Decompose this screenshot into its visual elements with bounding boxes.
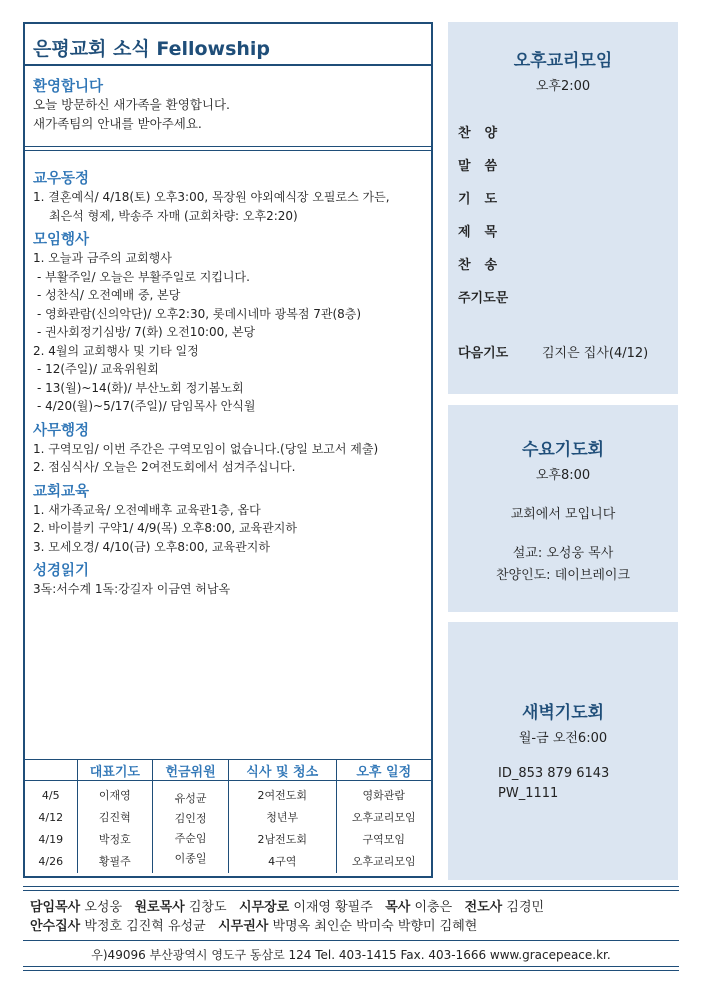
news-line: 2. 바이블키 구약1/ 4/9(목) 오후8:00, 교육관지하 (33, 521, 297, 535)
news-line: 3독:서수계 1독:강길자 이금연 허남옥 (33, 582, 231, 596)
title-bar (25, 24, 431, 66)
staff-names: 박정호 김진혁 유성균 (84, 919, 206, 934)
staff-role: 원로목사 (134, 900, 185, 915)
table-cell: 이재영 (98, 789, 131, 802)
wednesday-worship: 찬양인도: 데이브레이크 (495, 568, 631, 583)
news-line: - 권사회정기심방/ 7(화) 오전10:00, 본당 (37, 325, 256, 339)
admin-heading: 사무행정 (33, 422, 90, 439)
table-cell: 유성균 (174, 792, 207, 805)
staff-role: 목사 (385, 900, 411, 915)
table-header: 헌금위원 (153, 760, 229, 781)
wednesday-title: 수요기도회 (521, 440, 605, 460)
staff-names: 이충은 (414, 900, 453, 915)
staff-role: 안수집사 (30, 919, 81, 934)
staff-line-2 (30, 918, 477, 936)
order-item: 기도 (458, 192, 512, 207)
table-cell-date: 4/5 (41, 789, 60, 802)
welcome-heading: 환영합니다 (33, 79, 104, 95)
divider (23, 966, 679, 967)
wednesday-note: 교회에서 모입니다 (510, 507, 616, 522)
news-line: - 성찬식/ 오전예배 중, 본당 (37, 288, 181, 302)
table-cell: 김인정 (174, 812, 207, 825)
duty-table (25, 759, 431, 873)
next-prayer-label: 다음기도 (458, 346, 509, 361)
table-header: 대표기도 (77, 760, 153, 781)
table-header-date (25, 760, 77, 781)
dawn-pw: PW_1111 (498, 786, 559, 801)
staff-line-1 (30, 899, 544, 917)
table-cell: 주순임 (174, 832, 207, 845)
order-item: 주기도문 (458, 291, 509, 306)
table-cell-date: 4/26 (38, 855, 64, 868)
news-line: - 4/20(월)~5/17(주일)/ 담임목사 안식월 (37, 399, 256, 413)
next-prayer-value: 김지은 집사(4/12) (542, 346, 649, 361)
staff-names: 이재영 황필주 (293, 900, 373, 915)
order-item: 제목 (458, 225, 512, 240)
news-line: 2. 4월의 교회행사 및 기타 일정 (33, 343, 199, 358)
dawn-prayer-box (448, 622, 678, 880)
dawn-id: ID_853 879 6143 (498, 766, 610, 781)
news-line: - 부활주일/ 오늘은 부활주일로 지킵니다. (37, 269, 250, 284)
divider (25, 146, 431, 151)
afternoon-meeting-time: 오후2:00 (535, 79, 591, 94)
news-line: 2. 점심식사/ 오늘은 2여전도회에서 섬겨주십니다. (33, 460, 296, 474)
divider (23, 940, 679, 941)
staff-names: 김경민 (506, 900, 545, 915)
news-line: 1. 새가족교육/ 오전예배후 교육관1층, 옵다 (33, 502, 261, 517)
table-cell: 오후교리모임 (351, 855, 416, 868)
table-cell: 영화관람 (362, 789, 406, 802)
news-line: 최은석 형제, 박송주 자매 (교회차량: 오후2:20) (49, 208, 298, 223)
divider (23, 970, 679, 971)
divider (23, 886, 679, 887)
fellowship-heading: 교우동정 (33, 171, 90, 187)
order-item: 말씀 (458, 159, 512, 174)
table-cell: 이종일 (174, 852, 207, 865)
news-line: - 12(주일)/ 교육위원회 (37, 362, 159, 376)
divider (23, 890, 679, 891)
table-cell: 4구역 (268, 855, 297, 868)
church-address: 우)49096 부산광역시 영도구 동삼로 124 Tel. 403-1415 Fax. 403-1666 www.gracepeace.kr. (91, 948, 611, 962)
events-heading: 모임행사 (33, 232, 90, 248)
order-item: 찬양 (458, 126, 512, 141)
staff-names: 박명옥 최인순 박미숙 박향미 김혜현 (272, 919, 478, 934)
news-line: 1. 오늘과 금주의 교회행사 (33, 251, 172, 265)
page-title: 은평교회 소식 Fellowship (33, 38, 271, 60)
staff-names: 김창도 (188, 900, 227, 915)
staff-role: 시무권사 (218, 919, 269, 934)
news-line: 1. 결혼예식/ 4/18(토) 오후3:00, 목장원 야외예식장 오필로스 가든, (33, 190, 390, 204)
table-header: 식사 및 청소 (228, 760, 336, 781)
dawn-title: 새벽기도회 (521, 703, 605, 723)
staff-role: 담임목사 (30, 900, 81, 915)
table-cell: 김진혁 (98, 811, 131, 824)
wednesday-preacher: 설교: 오성웅 목사 (512, 546, 614, 561)
news-line: - 13(월)~14(화)/ 부산노회 정기봄노회 (37, 380, 244, 395)
table-header: 오후 일정 (336, 760, 431, 781)
table-cell-date: 4/12 (38, 811, 64, 824)
news-section (33, 164, 427, 599)
table-cell: 오후교리모임 (351, 811, 416, 824)
afternoon-meeting-box (448, 22, 678, 394)
table-cell: 황필주 (98, 855, 131, 868)
table-cell: 청년부 (266, 811, 299, 824)
staff-role: 전도사 (464, 900, 503, 915)
welcome-line: 오늘 방문하신 새가족을 환영합니다. (33, 97, 231, 112)
staff-role: 시무장로 (238, 900, 290, 915)
table-cell: 2남전도회 (257, 833, 307, 846)
staff-names: 오성웅 (84, 900, 123, 915)
wednesday-time: 오후8:00 (535, 468, 591, 483)
news-panel (23, 22, 433, 878)
welcome-line: 새가족팀의 안내를 받아주세요. (33, 115, 202, 131)
wednesday-prayer-box (448, 405, 678, 612)
table-cell: 박정호 (98, 833, 131, 846)
table-cell: 2여전도회 (257, 789, 307, 802)
news-line: 3. 모세오경/ 4/10(금) 오후8:00, 교육관지하 (33, 539, 270, 554)
education-heading: 교회교육 (33, 483, 90, 500)
reading-heading: 성경읽기 (33, 563, 90, 579)
dawn-time: 월-금 오전6:00 (518, 731, 608, 746)
order-item: 찬송 (458, 258, 512, 273)
welcome-section (25, 66, 431, 148)
news-line: - 영화관람(신의악단)/ 오후2:30, 롯데시네마 광복점 7관(8층) (37, 306, 362, 321)
table-cell: 구역모임 (362, 833, 406, 846)
news-line: 1. 구역모임/ 이번 주간은 구역모임이 없습니다.(당일 보고서 제출) (33, 441, 379, 456)
table-cell-date: 4/19 (38, 833, 64, 846)
afternoon-meeting-title: 오후교리모임 (513, 51, 613, 71)
